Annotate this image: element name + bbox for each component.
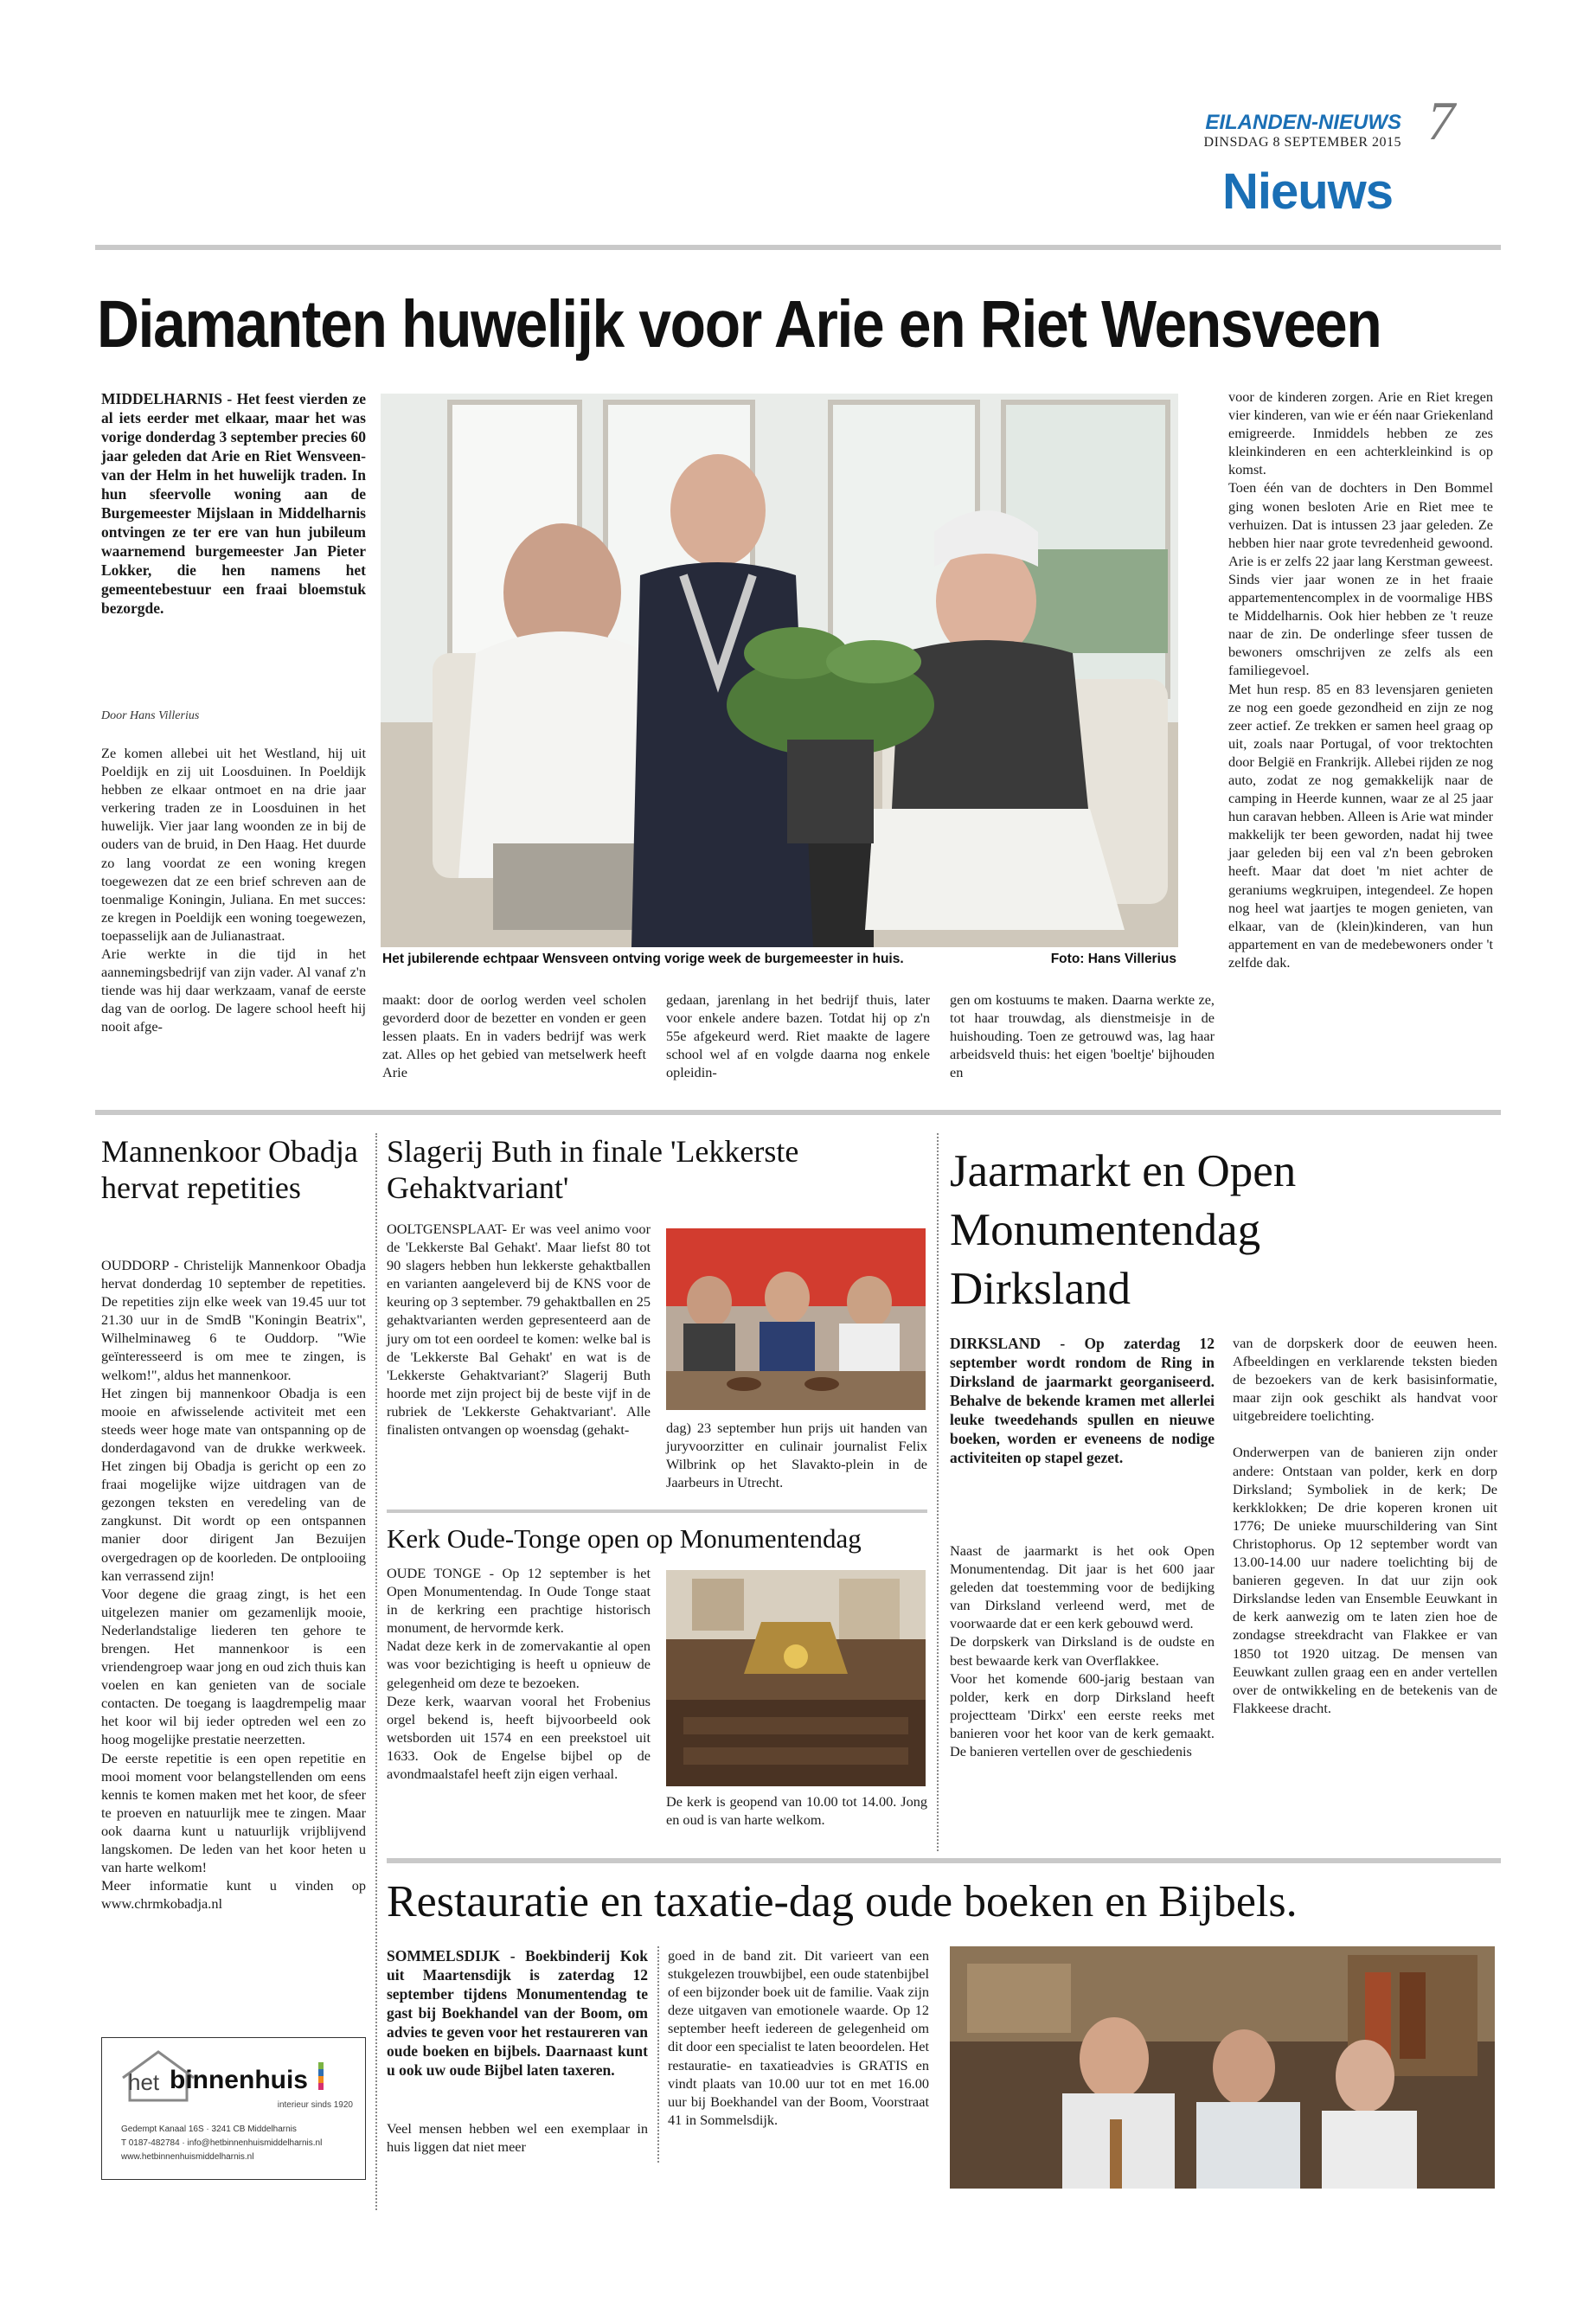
restauratie-lead: SOMMELSDIJK - Boekbinderij Kok uit Maartensdijk is zaterdag 12 september tijdens Monumentendag te gast bij Boekhandel van der Boom, om advies te geven voor het restaureren van oude boeken en bijbels. Daarnaast kunt u ook uw oude Bijbel laten taxeren. [387, 1947, 648, 2079]
ad-phone: T 0187-482784 · info@hetbinnenhuismiddelharnis.nl [121, 2138, 323, 2148]
paragraph: Nadat deze kerk in de zomervakantie al open was voor bezichtiging is heeft u opnieuw de gelegenheid om deze te bezoeken. [387, 1638, 651, 1691]
ad-brand-prefix: het [128, 2069, 160, 2095]
section-title: Nieuws [1221, 163, 1393, 220]
ad-tagline: interieur sinds 1920 [277, 2100, 353, 2110]
church-interior-image [666, 1570, 926, 1786]
jaarmarkt-col1-body [950, 1541, 1215, 1760]
binnenhuis-ad[interactable] [101, 2037, 366, 2180]
paragraph: OUDE TONGE - Op 12 september is het Open Monumentendag. In Oude Tonge staat in de kerkring een prachtige historisch monument, de hervormde kerk. [387, 1565, 651, 1637]
stripe-blue [318, 2069, 324, 2076]
main-col5-body [1228, 388, 1493, 971]
slagerij-body-left: OOLTGENSPLAAT- Er was veel animo voor de 'Lekkerste Bal Gehakt'. Maar liefst 80 tot 90 slagers hebben hun lekkerste gehaktballen en varianten aangeleverd bij de KNS voor de keuring op 3 september. 79 gehaktballen en 25 gehaktvarianten werden gepresenteerd aan de jury om tot een oordeel te komen: welke bal is de 'Lekkerste Bal Gehakt' en wat is de 'Lekkerste Gehaktvariant?' Slagerij Buth hoorde met zijn project bij de beste vijf in de rubriek de 'Lekkerste Gehaktvariant'. Alle finalisten ontvangen op woensdag (gehakt- [387, 1221, 651, 1439]
main-col1-body [101, 744, 366, 1036]
column-divider [937, 1133, 939, 1851]
main-col2-body: maakt: door de oorlog werden veel scholen gevorderd door de bezetter en vonden er geen lessen plaats. En in vaders bedrijf was werk zat. Alles op het gebied van metselwerk heeft Arie [382, 991, 646, 1081]
jaarmarkt-headline: Jaarmarkt en Open Monumentendag Dirksland [950, 1146, 1297, 1314]
butchers-photo-image [666, 1228, 926, 1410]
jaarmarkt-lead: DIRKSLAND - Op zaterdag 12 september wordt rondom de Ring in Dirksland de jaarmarkt georganiseerd. Behalve de bekende kramen met allerlei leuke tweedehands spullen en nieuwe boeken, worden er eveneens de nodige activiteiten op stapel gezet. [950, 1335, 1215, 1466]
paragraph: Onderwerpen van de banieren zijn onder andere: Ontstaan van polder, kerk en dorp Dirksland; Symboliek in de kerk; De kerkklokken; De drie koperen kronen uit 1776; De unieke muurschildering van Sint Christophorus. Op 12 september wordt van 13.00-14.00 uur nadere toelichting bij de banieren gegeven. In dat uur zijn ook Dirkslandse leden van Ensemble Eeuwkant in de kerk aanwezig om te laten zien hoe de zondagse streekdracht van Flakkee er van 1850 tot 1920 uitzag. De mensen van Eeuwkant zullen graag een en ander vertellen over de ontwikkeling en de betekenis van de Flakkeese dracht. [1233, 1444, 1497, 1716]
restauratie-rule [387, 1858, 1501, 1863]
main-lead: MIDDELHARNIS - Het feest vierden ze al iets eerder met elkaar, maar het was vorige donderdag 3 september precies 60 jaar geleden dat Arie en Riet Wensveen-van der Helm in het huwelijk traden. In hun sfeervolle woning aan de Burgemeester Mijslaan in Middelharnis ontvingen ze ter ere van hun jubileum waarnemend burgemeester Jan Pieter Lokker, die hen namens het gemeentebestuur een fraai bloemstuk bezorgde. [101, 390, 366, 617]
main-photo-caption: Het jubilerende echtpaar Wensveen ontving vorige week de burgemeester in huis. [382, 952, 904, 966]
paragraph: Voor degene die graag zingt, is het een uitgelezen manier om gezamenlijk mooie, Nederlandstalige liederen ten gehore te brengen. Het mannenkoor is een vriendengroep waar jong en oud zich thuis kan voelen en kan genieten van de sociale contacten. De toegang is laagdrempelig maar het koor wil bij ieder optreden wel een zo hoog mogelijke prestatie neerzetten. [101, 1585, 366, 1748]
paragraph: De dorpskerk van Dirksland is de oudste en best bewaarde kerk van Overflakkee. [950, 1633, 1215, 1669]
mannenkoor-headline: Mannenkoor Obadja hervat repetities [101, 1134, 358, 1205]
restauratie-col2-body: goed in de band zit. Dit varieert van een stukgelezen trouwbijbel, een oude statenbijbel of een bijzonder boek uit de familie. Vaak zijn deze uitgaven van emotionele waarde. Op 12 september heeft iedereen de gelegenheid om dit door een specialist te laten beoordelen. Het restauratie- en taxatieadvies is GRATIS en vindt plaats van 10.00 uur tot en met 16.00 uur bij Boekhandel van der Boom, Voorstraat 41 in Sommelsdijk. [668, 1947, 929, 2128]
paragraph: OUDDORP - Christelijk Mannenkoor Obadja hervat donderdag 10 september de repetities. De repetities zijn elke week van 19.45 uur tot 21.30 uur in de SmdB "Koningin Beatrix", Wilhelminaweg 6 te Ouddorp. "Wie geïnteresseerd is om mee te zingen, is welkom!", aldus het mannenkoor. [101, 1257, 366, 1383]
header-rule [95, 245, 1501, 250]
slagerij-headline: Slagerij Buth in finale 'Lekkerste Gehaktvariant' [387, 1134, 799, 1205]
kerk-photo [666, 1570, 926, 1786]
section-rule [95, 1110, 1501, 1115]
paragraph: Met hun resp. 85 en 83 levensjaren genieten ze nog een goede gezondheid en zijn ze nog zeer actief. Ze trekken er samen heel graag op uit, zoals naar Portugal, of voor trektochten door België en Frankrijk. Allebei rijden ze nog auto, zodat ze nog gemakkelijk naar de camping in Heerde kunnen, waar ze al 25 jaar hun caravan hebben. Alleen is Arie wat minder makkelijk ter been geworden, nadat hij twee jaar geleden bij een val z'n been gebroken heeft. Maar dat doet 'm niet achter de geraniums wegkruipen, integendeel. Ze hopen nog heel wat jaartjes te mogen genieten, van elkaar, van de (klein)kinderen, van hun appartement en van de medebewoners onder 't zelfde dak. [1228, 680, 1493, 971]
page-number: 7 [1427, 90, 1455, 151]
paragraph: Het zingen bij mannenkoor Obadja is een mooie en afwisselende activiteit met een steeds weer hoge mate van ontspanning op de donderdagavond van de drukke werkweek. Het zingen bij Obadja is gericht op een zo fraai mogelijke wijze uitdragen van de gezongen teksten en veredeling van de zangkunst. Dit wordt op een ontspannen manier door dirigent Jan Bezuijen overgedragen op de koorleden. De ontplooiing kan verrassend zijn! [101, 1384, 366, 1584]
ad-color-stripe [318, 2062, 324, 2090]
ad-website[interactable]: www.hetbinnenhuismiddelharnis.nl [121, 2152, 254, 2162]
paragraph: Ze komen allebei uit het Westland, hij uit Poeldijk en zij uit Loosduinen. In Poeldijk hebben ze elkaar ontmoet en na drie jaar verkering traden ze in Loosduinen in het huwelijk. Vier jaar lang woonden ze in bij de ouders van de bruid, in Den Haag. Het duurde zo lang voordat ze een woning kregen toegewezen dat ze een brief schreven aan de toenmalige Koningin, Juliana. En met succes: ze kregen in Poeldijk een woning toegewezen, toepasselijk aan de Julianastraat. [101, 745, 366, 944]
mannenkoor-body [101, 1256, 366, 1913]
stripe-green [318, 2062, 324, 2069]
ad-address: Gedempt Kanaal 16S · 3241 CB Middelharnis [121, 2125, 297, 2134]
column-divider [657, 1946, 659, 2163]
ad-brand-name: binnenhuis [170, 2066, 308, 2094]
main-byline: Door Hans Villerius [101, 709, 200, 722]
paragraph: Naast de jaarmarkt is het ook Open Monumentendag. Dit jaar is het 600 jaar geleden dat toestemming voor de bedijking van Dirksland verleend werd, met de voorwaarde dat er een kerk gebouwd werd. [950, 1542, 1215, 1632]
kerk-body [387, 1564, 651, 1783]
issue-date: DINSDAG 8 SEPTEMBER 2015 [1203, 135, 1401, 150]
slagerij-photo [666, 1228, 926, 1410]
paragraph: van de dorpskerk door de eeuwen heen. Afbeeldingen en verklarende teksten bieden de bezoekers van de kerk basisinformatie, maar zijn ook geschikt als handvat voor uitgebreidere toelichting. [1233, 1335, 1497, 1425]
restauratie-col1-body: Veel mensen hebben wel een exemplaar in huis liggen dat niet meer [387, 2120, 648, 2156]
paragraph: Toen één van de dochters in Den Bommel ging wonen besloten Arie en Riet mee te verhuizen. Dat is intussen 23 jaar geleden. Ze hebben hier naar grote tevredenheid gewoond. Arie is er zelfs 22 jaar lang Kerstman geweest. Sinds vier jaar wonen ze in het fraaie appartementencomplex in de voormalige HBS te Middelharnis. Ook hier hebben ze 't reuze naar de zin. De onderlinge sfeer tussen de bewoners omschrijven ze zelfs als een familiegevoel. [1228, 479, 1493, 679]
paragraph: Deze kerk, waarvan vooral het Frobenius orgel bekend is, heeft bijvoorbeeld ook wetsborden uit 1574 en een preekstoel uit 1633. Ook de Engelse bijbel op de avondmaalstafel heeft zijn eigen verhaal. [387, 1692, 651, 1783]
main-headline: Diamanten huwelijk voor Arie en Riet Wensveen [97, 287, 1381, 362]
paragraph: Arie werkte in die tijd in het aannemingsbedrijf van zijn vader. Al vanaf z'n tiende was hij daar werkzaam, vanaf de eerste dag van de oorlog. De lagere school heeft hij nooit afge- [101, 945, 366, 1035]
stripe-orange [318, 2076, 324, 2083]
column-divider [375, 1133, 377, 2210]
paragraph: De eerste repetitie is een open repetitie en mooi moment voor belangstellenden om eens kennis te komen maken met het koor, de sfeer te proeven en natuurlijk mee te zingen. Maar ook daarna kunt u natuurlijk vrijblijvend langskomen. De leden van het koor heten u van harte welkom! [101, 1749, 366, 1876]
masthead: EILANDEN-NIEUWS [1205, 111, 1401, 134]
paragraph: Voor het komende 600-jarig bestaan van polder, kerk en dorp Dirksland heeft projectteam 'Dirkx' een eerste reeks met banieren voor het koor van de kerk gemaakt. De banieren vertellen over de geschiedenis [950, 1670, 1215, 1760]
paragraph: voor de kinderen zorgen. Arie en Riet kregen vier kinderen, van wie er één naar Griekenland emigreerde. Inmiddels hebben ze zes kleinkinderen en een achterkleinkind is op komst. [1228, 388, 1493, 478]
main-col3-body: gedaan, jarenlang in het bedrijf thuis, later voor enkele andere bazen. Totdat hij op z'n 55e afgekeurd werd. Riet maakte de lagere school wel af en volgde daarna nog enkele opleidin- [666, 991, 930, 1081]
restauratie-photo [950, 1946, 1495, 2189]
main-photo [381, 394, 1178, 947]
jaarmarkt-col2-body [1233, 1334, 1497, 1717]
kerk-headline: Kerk Oude-Tonge open op Monumentendag [387, 1523, 862, 1554]
slagerij-rule [387, 1509, 927, 1513]
main-photo-credit: Foto: Hans Villerius [1050, 952, 1176, 966]
kerk-body-right: De kerk is geopend van 10.00 tot 14.00. Jong en oud is van harte welkom. [666, 1793, 927, 1829]
couple-photo-image [381, 394, 1178, 947]
bookbinders-photo-image [950, 1946, 1495, 2189]
restauratie-headline: Restauratie en taxatie-dag oude boeken en Bijbels. [387, 1877, 1298, 1926]
paragraph: Meer informatie kunt u vinden op www.chrmkobadja.nl [101, 1877, 366, 1913]
stripe-pink [318, 2083, 324, 2090]
slagerij-body-right: dag) 23 september hun prijs uit handen van juryvoorzitter en culinair journalist Felix Wilbrink op het Slavakto-plein in de Jaarbeurs in Utrecht. [666, 1420, 927, 1491]
main-col4-body: gen om kostuums te maken. Daarna werkte ze, tot haar trouwdag, als dienstmeisje in de huishouding. Toen ze getrouwd was, lag haar arbeidsveld thuis: het eigen 'boeltje' bijhouden en [950, 991, 1215, 1081]
